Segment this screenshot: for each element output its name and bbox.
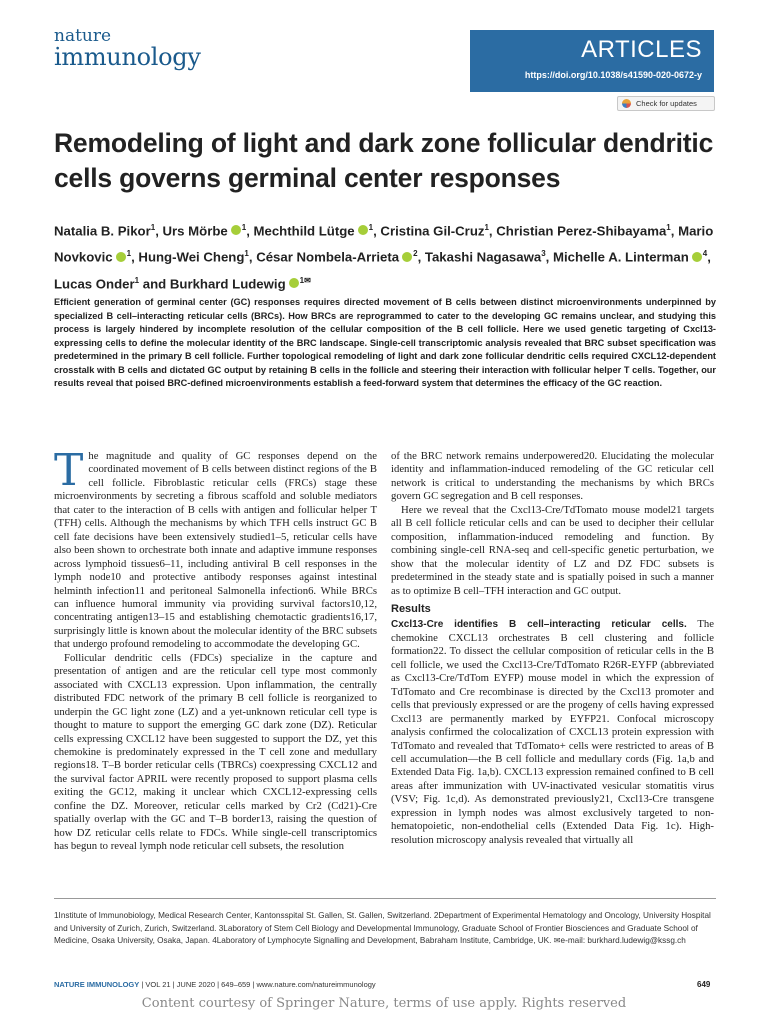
author-affiliation-marker: 1 [368, 223, 374, 232]
author-name[interactable]: Mario Novkovic [54, 223, 714, 265]
footer-details: | VOL 21 | JUNE 2020 | 649–659 | www.nature.com/natureimmunology [139, 980, 376, 989]
author-list [54, 216, 734, 295]
author-name[interactable]: Urs Mörbe [162, 223, 228, 239]
article-title: Remodeling of light and dark zone follicular dendritic cells governs germinal center responses [54, 128, 714, 193]
affiliations: 1Institute of Immunobiology, Medical Research Center, Kantonsspital St. Gallen, St. Gallen, Switzerland. 2Department of Experimental Hematology and Oncology, University Hospital and University of Zurich, Zurich, Switzerland. 3Laboratory of Stem Cell Biology and Developmental Immunology, Graduate School of Frontier Biosciences and Graduate School of Medicine, Osaka University, Osaka, Japan. 4Laboratory of Lymphocyte Signalling and Development, Babraham Institute, Cambridge, UK. ✉e-mail: burkhard.ludewig@kssg.ch [54, 911, 711, 946]
orcid-icon[interactable] [116, 252, 126, 262]
check-for-updates-button[interactable] [617, 96, 715, 111]
page-number: 649 [697, 980, 711, 989]
author-separator: , [248, 249, 257, 265]
dropcap: T [54, 445, 84, 496]
author-separator: , [131, 249, 139, 265]
body-text: The chemokine CXCL13 orchestrates B cell clustering and follicle formation22. To dissect the cellular composition of reticular cells in the B cell follicle, we used the Cxcl13-Cre/TdTomato R26R-EYFP (abbreviated as Cxcl13-Cre/TdTom EYFP) mouse model in which the expression of TdTomato and Cre recombinase is directed by the Cxcl13 promoter and cells that previously expressed or are the progeny of cells having expressed Cxcl13 are permanently marked by EYFP21. Confocal microscopy analysis confirmed the colocalization of CXCL13 protein expression with TdTomato and revealed that TdTomato+ cells were restricted to areas of B cell accumulation—the B cell follicle and medullary cords (Fig. 1a,b and Extended Data Fig. 1a,b). CXCL13 expression remained confined to B cell areas after immunization with UV-inactivated vesicular stomatitis virus (VSV; Fig. 1c,d). As demonstrated previously21, Cxcl13-Cre transgene expression in lymph nodes was almost exclusively targeted to non-hematopoietic, non-endothelial cells (Extended Data Fig. 1c). High-resolution microscopy analysis revealed that virtually all [391, 618, 714, 846]
author-separator: , [545, 249, 553, 265]
orcid-icon[interactable] [289, 278, 299, 288]
journal-logo [54, 28, 254, 69]
orcid-icon[interactable] [231, 225, 241, 235]
articles-banner [470, 30, 714, 92]
author-separator: , [155, 223, 163, 239]
author-affiliation-marker: 1 [484, 223, 489, 232]
author-name[interactable]: Burkhard Ludewig [169, 276, 286, 292]
author-separator: , [246, 223, 254, 239]
doi-link[interactable]: https://doi.org/10.1038/s41590-020-0672-y [524, 70, 702, 80]
author-name[interactable]: Michelle A. Linterman [552, 249, 689, 265]
author-name[interactable]: César Nombela-Arrieta [256, 249, 400, 265]
author-affiliation-marker: 1 [666, 223, 671, 232]
author-separator: , [417, 249, 425, 265]
author-separator: , [488, 223, 497, 239]
journal-logo-line1: nature [54, 26, 112, 46]
check-updates-label: Check for updates [636, 99, 697, 108]
body-paragraph [391, 618, 714, 847]
orcid-icon[interactable] [402, 252, 412, 262]
author-name[interactable]: Takashi Nagasawa [424, 249, 542, 265]
author-affiliation-marker: 2 [413, 249, 418, 259]
orcid-icon[interactable] [692, 252, 702, 262]
body-paragraph [54, 445, 377, 652]
article-type-label: ARTICLES [581, 36, 702, 63]
courtesy-notice: Content courtesy of Springer Nature, terms of use apply. Rights reserved [141, 996, 627, 1011]
body-column-left [54, 445, 377, 854]
author-separator: , [707, 249, 711, 265]
author-affiliation-marker: 1 [126, 249, 132, 259]
body-paragraph: of the BRC network remains underpowered20. Elucidating the molecular identity and inflammation-induced remodeling of the GC reticular cell network is critical to understanding the mechanisms by which BRCs govern GC segregation and B cell responses. [391, 450, 714, 503]
body-column-right [391, 450, 714, 847]
author-affiliation-marker: 1 [241, 223, 247, 232]
author-name[interactable]: Mechthild Lütge [253, 223, 355, 239]
author-separator: , [373, 223, 381, 239]
author-affiliation-marker: 1 [134, 275, 140, 285]
footnote-divider [54, 898, 716, 899]
journal-logo-line2: immunology [54, 43, 201, 71]
orcid-icon[interactable] [358, 225, 368, 235]
author-name[interactable]: Cristina Gil-Cruz [380, 223, 485, 239]
abstract: Efficient generation of germinal center (GC) responses requires directed movement of B cells between distinct microenvironments underpinned by specialized B cell–interacting reticular cells (BRCs). How BRCs are reprogrammed to cater to the developing GC remains unclear, and studying this process is largely hindered by incomplete resolution of the cellular composition of the B cell follicle. Here we used genetic targeting of Cxcl13-expressing cells to define the molecular identity of the BRC landscape. Single-cell transcriptomic analysis revealed that BRC subset specification was predetermined in the primary B cell follicle. Further topological remodeling of light and dark zone follicular dendritic cells required CXCL12-dependent crosstalk with B cells and dictated GC output by retaining B cells in the follicle and steering their interaction with follicular helper T cells. Together, our results reveal that poised BRC-defined microenvironments establish a feed-forward system that determines the efficacy of the GC reaction. [54, 297, 716, 388]
author-name[interactable]: Natalia B. Pikor [54, 223, 151, 239]
body-text: he magnitude and quality of GC responses depend on the coordinated movement of B cells between distinct regions of the B cell follicle. Fibroblastic reticular cells (FRCs) stage these microenvironments by secreting a fibrous scaffold and soluble mediators that cater to the interaction of B cells with antigen and follicular helper T (TFH) cells. Although the mechanisms by which TFH cells instruct GC B cell fate decisions have been extensively studied1–5, reticular cells have also been shown to orchestrate both innate and adaptive immune responses across lymphoid tissues6–11, including antiviral B cell responses in the lymph node10 and protective antibody responses against intestinal helminth infection11 and peritoneal Salmonella infection6. While BRCs can influence humoral immunity via providing survival factors10,12, concentrating antigen13–15 and establishing chemotactic gradients16,17, surprisingly little is known about the molecular identity of the BRC subsets that undergo profound remodeling to accommodate the developing GC. [54, 450, 377, 651]
body-paragraph: Follicular dendritic cells (FDCs) specialize in the capture and presentation of antigen and are the reticular cell type most commonly associated with CXCL13 expression. Upon inflammation, the centrally distributed FDC network of the primary B cell follicle is reorganized to underpin the GC light zone (LZ) and a yet-unknown reticular cell type is thought to mature to support the emerging GC dark zone (DZ). Reticular cells expressing CXCL12 have been suggested to support the DZ, yet this chemokine is predominately expressed in the T cell zone and medullary regions18. T–B border reticular cells (TBRCs) coexpressing CXCL12 and the survival factor APRIL were recently proposed to support plasma cells exiting the GC12, making it unclear which CXCL12-expressing cells confine the DZ. Moreover, reticular cells marked by Cr2 (Cd21)-Cre spatially overlap with the GC and T–B border13, raising the question of how DZ reticular cells relate to FDCs. While single-cell transcriptomics has begun to reveal lymph node reticular cell subsets, the resolution [54, 651, 377, 853]
page-footer [54, 980, 376, 989]
author-name[interactable]: Christian Perez-Shibayama [496, 223, 667, 239]
author-affiliation-marker: 4 [702, 249, 708, 259]
author-separator: and [139, 276, 170, 292]
body-paragraph: Here we reveal that the Cxcl13-Cre/TdTomato mouse model21 targets all B cell follicle reticular cells and can be used to decipher their cellular composition, inflammation-induced remodeling and function. By combining single-cell RNA-seq and cell-specific genetic perturbation, we show that the molecular identity of LZ and DZ FDC subsets is predetermined in the steady state and is spatially poised in such a manner as to optimize B cell–TFH interaction and GC output. [391, 503, 714, 597]
section-heading-results: Results [391, 602, 431, 615]
author-separator: , [670, 223, 679, 239]
subsection-heading: Cxcl13-Cre identifies B cell–interacting reticular cells. [391, 619, 687, 631]
check-updates-icon [622, 99, 631, 108]
author-affiliation-marker: 3 [541, 249, 546, 259]
author-name[interactable]: Lucas Onder [54, 276, 135, 292]
author-affiliation-marker: 1 [150, 223, 156, 232]
author-name[interactable]: Hung-Wei Cheng [138, 249, 245, 265]
footer-journal-name: NATURE IMMUNOLOGY [54, 980, 140, 989]
author-affiliation-marker: 1 [244, 249, 249, 259]
author-affiliation-marker: 1✉ [299, 275, 311, 285]
